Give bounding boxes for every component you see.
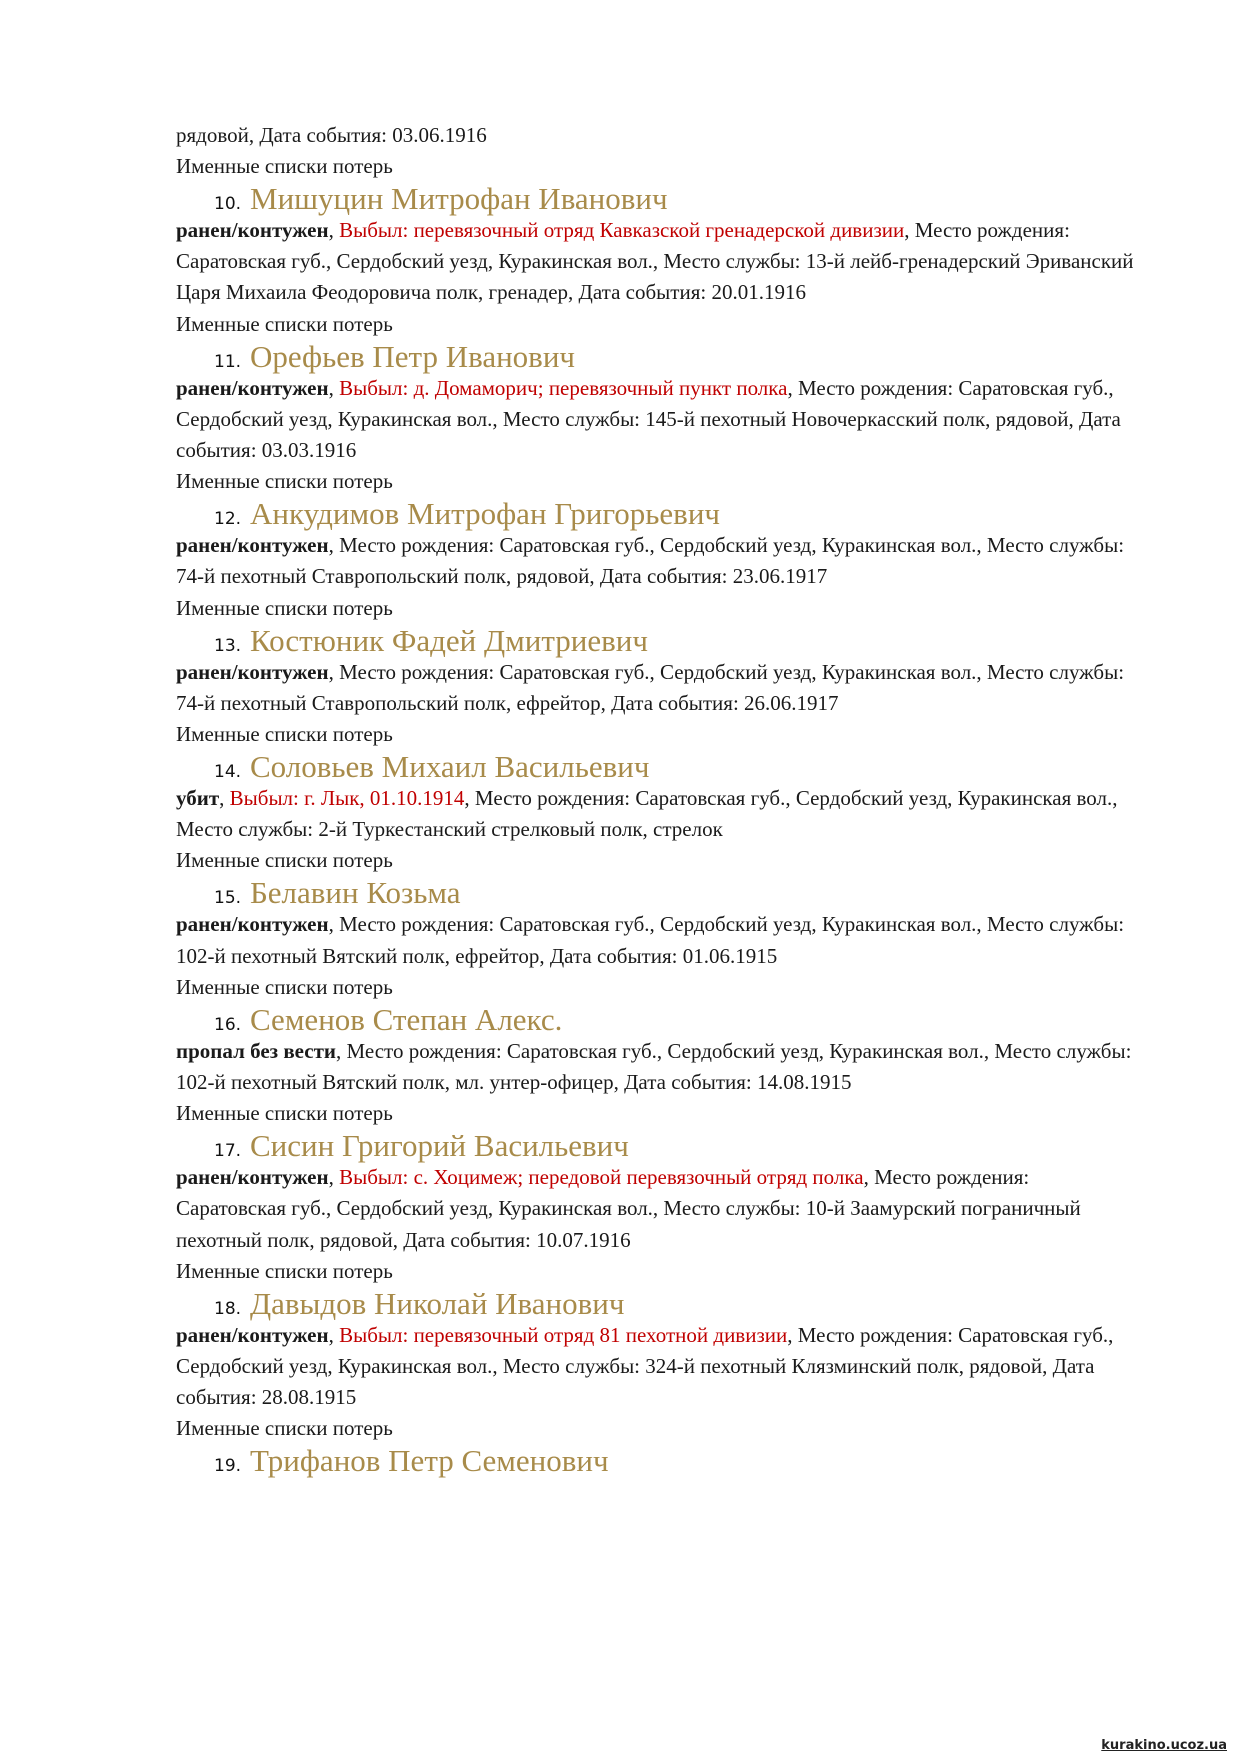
entry-19 (176, 1444, 1138, 1477)
casualty-status: ранен/контужен (176, 1165, 329, 1190)
dropout-info: Выбыл: перевязочный отряд 81 пехотной дивизии (339, 1322, 788, 1347)
entry-heading (176, 1003, 1138, 1036)
document-body (176, 120, 1138, 1477)
casualty-status: ранен/контужен (176, 912, 329, 937)
entry-source: Именные списки потерь (176, 848, 393, 873)
separator: , (328, 218, 340, 242)
entry-11 (176, 340, 1138, 498)
entry-heading (176, 182, 1138, 215)
entry-heading (176, 1444, 1138, 1477)
person-name: Белавин Козьма (250, 875, 461, 911)
entry-details (176, 1162, 1138, 1256)
dropout-info: Выбыл: перевязочный отряд Кавказской гренадерской дивизии (339, 218, 905, 242)
entry-18 (176, 1287, 1138, 1445)
casualty-status: ранен/контужен (176, 533, 329, 558)
entry-16 (176, 1003, 1138, 1129)
entry-number: 18. (214, 1298, 242, 1319)
site-watermark: kurakino.ucoz.ua (1101, 1738, 1227, 1753)
person-name: Мишуцин Митрофан Иванович (250, 181, 668, 216)
casualty-status: ранен/контужен (176, 375, 329, 400)
entry-details (176, 215, 1138, 309)
entry-heading (176, 750, 1138, 783)
entry-source: Именные списки потерь (176, 1258, 393, 1283)
entry-number: 13. (214, 635, 242, 656)
person-name: Сисин Григорий Васильевич (250, 1128, 629, 1164)
entry-info: , Место рождения: Саратовская губ., Сердобский уезд, Куракинская вол., Место службы: 74-й пехотный Ставропольский полк, ефрейтор, Дата события: 26.06.1917 (176, 659, 1125, 715)
separator: , (328, 375, 340, 400)
entry-source: Именные списки потерь (176, 469, 393, 494)
person-name: Соловьев Михаил Васильевич (250, 749, 650, 785)
casualty-status: ранен/контужен (176, 1322, 329, 1347)
casualty-status: ранен/контужен (176, 659, 329, 684)
person-name: Трифанов Петр Семенович (250, 1443, 609, 1479)
entry-details (176, 783, 1138, 845)
entry-source: Именные списки потерь (176, 1101, 393, 1126)
entry-17 (176, 1129, 1138, 1287)
entry-details (176, 1036, 1138, 1098)
entry-info: , Место рождения: Саратовская губ., Сердобский уезд, Куракинская вол., Место службы: 102-й пехотный Вятский полк, ефрейтор, Дата события: 01.06.1915 (176, 912, 1125, 968)
entry-details (176, 373, 1138, 467)
entry-15 (176, 876, 1138, 1002)
entry-info: , Место рождения: Саратовская губ., Сердобский уезд, Куракинская вол., Место службы: 145-й пехотный Новочеркасский полк, рядовой, Дата события: 03.03.1916 (176, 375, 1121, 463)
entry-13 (176, 624, 1138, 750)
dropout-info: Выбыл: с. Хоцимеж; передовой перевязочный отряд полка (339, 1165, 864, 1190)
person-name: Костюник Фадей Дмитриевич (250, 622, 648, 658)
entry-heading (176, 497, 1138, 530)
entry-10 (176, 182, 1138, 340)
person-name: Анкудимов Митрофан Григорьевич (250, 496, 720, 532)
dropout-info: Выбыл: д. Домаморич; перевязочный пункт полка (339, 375, 788, 400)
separator: , (328, 1322, 340, 1347)
casualty-status: пропал без вести (176, 1038, 336, 1063)
casualty-status: убит (176, 786, 220, 811)
entry-number: 16. (214, 1014, 242, 1035)
entry-number: 11. (214, 351, 242, 372)
separator: , (328, 1165, 340, 1190)
entry-details (176, 1320, 1138, 1414)
entry-12 (176, 497, 1138, 623)
entry-info: , Место рождения: Саратовская губ., Сердобский уезд, Куракинская вол., Место службы: 324-й пехотный Клязминский полк, рядовой, Дата события: 28.08.1915 (176, 1322, 1114, 1410)
entry-number: 15. (214, 888, 242, 909)
previous-entry-tail: рядовой, Дата события: 03.06.1916 (176, 123, 487, 147)
entry-details (176, 657, 1138, 719)
entry-source: Именные списки потерь (176, 595, 393, 620)
person-name: Семенов Степан Алекс. (250, 1001, 563, 1037)
dropout-info: Выбыл: г. Лык, 01.10.1914 (229, 786, 465, 811)
entry-number: 12. (214, 509, 242, 530)
entry-number: 19. (214, 1456, 242, 1477)
entry-details (176, 530, 1138, 592)
entry-info: , Место рождения: Саратовская губ., Сердобский уезд, Куракинская вол., Место службы: 10-й Заамурский пограничный пехотный полк, рядовой, Дата события: 10.07.1916 (176, 1165, 1081, 1252)
entry-heading (176, 876, 1138, 909)
entry-heading (176, 1129, 1138, 1162)
entry-heading (176, 624, 1138, 657)
entry-source: Именные списки потерь (176, 311, 393, 336)
entry-heading (176, 1287, 1138, 1320)
person-name: Давыдов Николай Иванович (250, 1285, 625, 1321)
casualty-status: ранен/контужен (176, 218, 329, 242)
entry-heading (176, 340, 1138, 373)
previous-entry-source: Именные списки потерь (176, 154, 393, 178)
entry-info: , Место рождения: Саратовская губ., Сердобский уезд, Куракинская вол., Место службы: 74-й пехотный Ставропольский полк, рядовой, Дата события: 23.06.1917 (176, 533, 1125, 589)
entry-info: , Место рождения: Саратовская губ., Сердобский уезд, Куракинская вол., Место службы: 102-й пехотный Вятский полк, мл. унтер-офицер, Дата события: 14.08.1915 (176, 1038, 1132, 1095)
entry-source: Именные списки потерь (176, 974, 393, 999)
separator: , (219, 786, 230, 811)
person-name: Орефьев Петр Иванович (250, 338, 576, 374)
entry-14 (176, 750, 1138, 876)
entry-source: Именные списки потерь (176, 1416, 393, 1441)
entry-number: 14. (214, 762, 242, 783)
entry-number: 10. (214, 194, 242, 214)
entry-number: 17. (214, 1141, 242, 1162)
entry-info: , Место рождения: Саратовская губ., Сердобский уезд, Куракинская вол., Место службы: 13-й лейб-гренадерский Эриванский Царя Михаила Феодоровича полк, гренадер, Дата события: 20.01.1916 (176, 218, 1134, 305)
entry-details (176, 909, 1138, 971)
entry-info: , Место рождения: Саратовская губ., Сердобский уезд, Куракинская вол., Место службы: 2-й Туркестанский стрелковый полк, стрелок (176, 786, 1118, 842)
entry-source: Именные списки потерь (176, 722, 393, 747)
